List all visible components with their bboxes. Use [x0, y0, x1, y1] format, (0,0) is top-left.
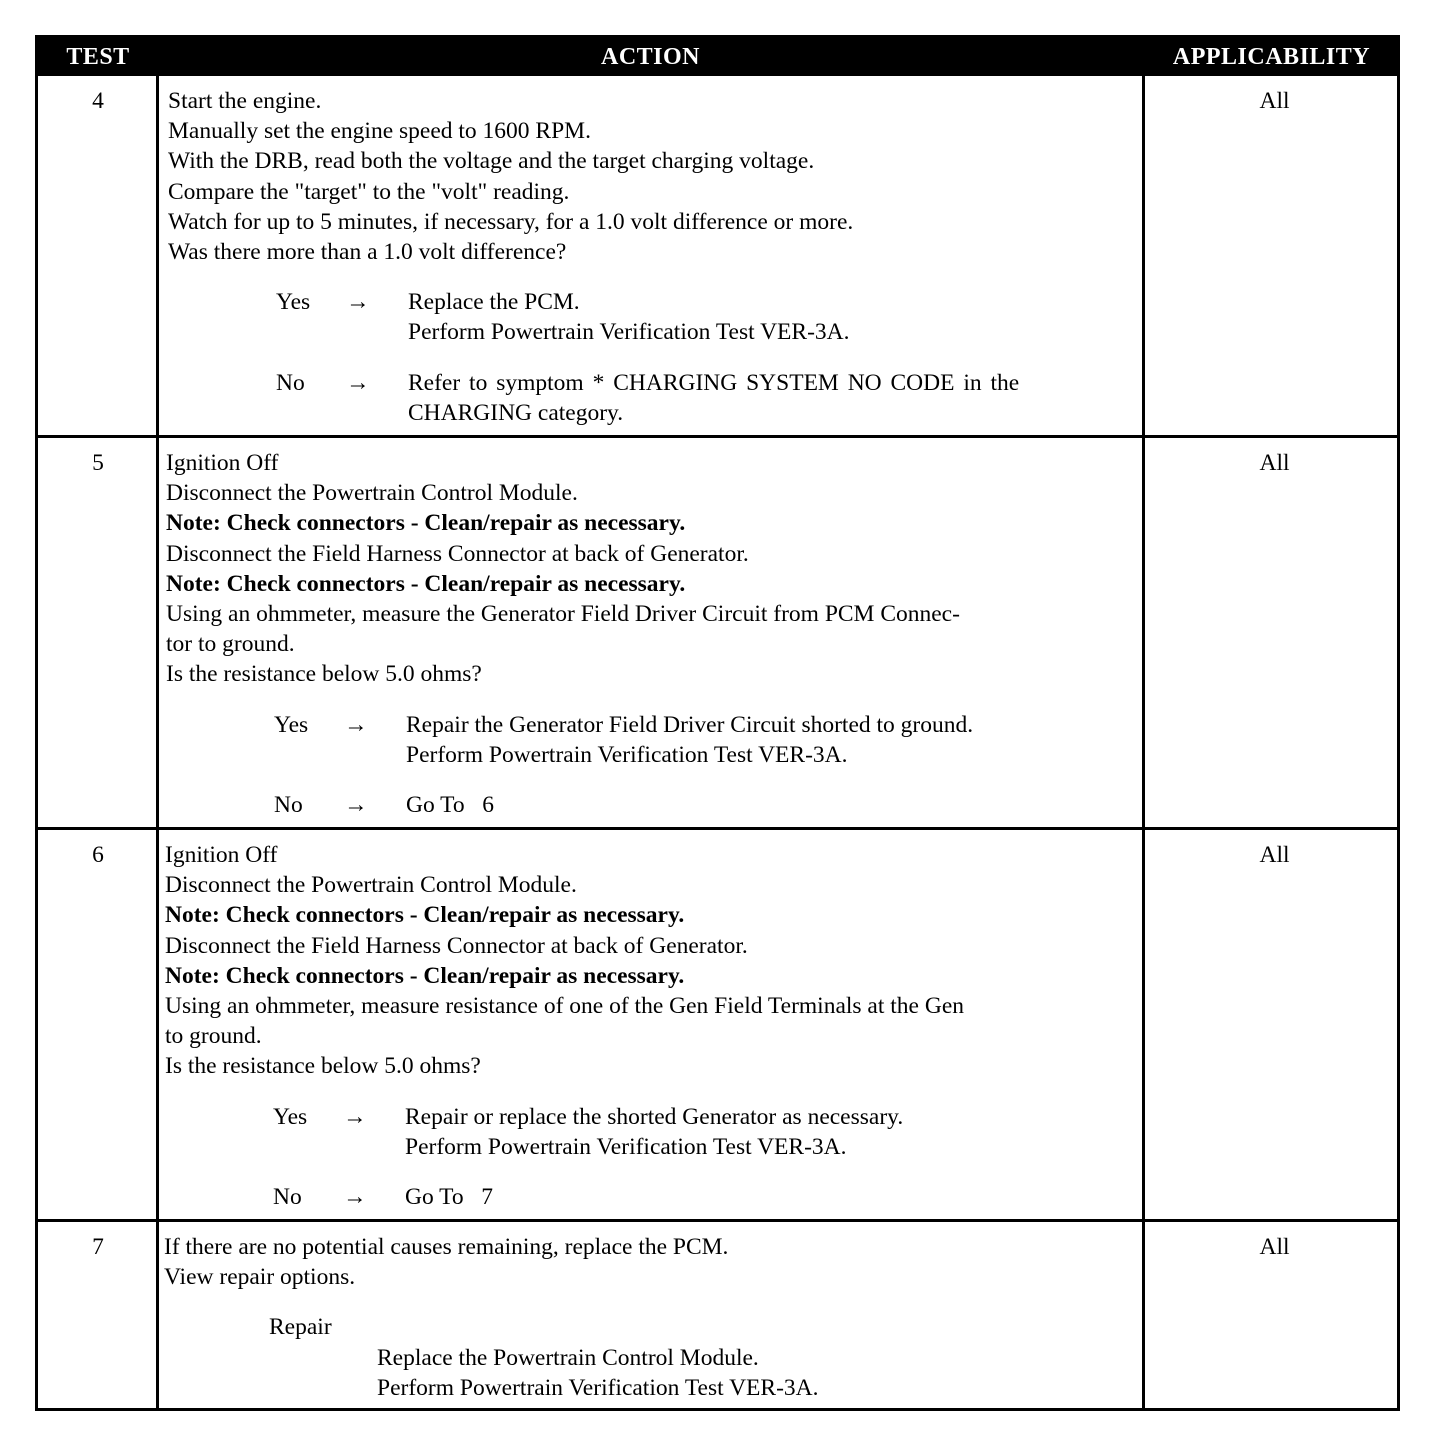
header-test: TEST [66, 44, 130, 70]
test-number: 5 [92, 450, 104, 476]
diagnostic-table [35, 35, 1400, 1411]
no-response [165, 1182, 1138, 1212]
column-divider-action [1142, 76, 1145, 1408]
yes-label: Yes [273, 1103, 308, 1130]
header-action: ACTION [600, 44, 700, 70]
response-line: Repair the Generator Field Driver Circuit shorted to ground. [406, 711, 974, 738]
action-line: Disconnect the Field Harness Connector at back of Generator. [166, 540, 749, 567]
applicability-value: All [1259, 88, 1290, 114]
response-line: Refer to symptom * CHARGING SYSTEM NO CODE in the [408, 369, 1020, 396]
note-line: Note: Check connectors - Clean/repair as necessary. [166, 570, 686, 597]
applicability-value: All [1259, 450, 1290, 476]
no-label: No [274, 792, 303, 819]
test-number: 6 [92, 842, 104, 868]
repair-line: Perform Powertrain Verification Test VER-3A. [377, 1374, 819, 1401]
action-line: Using an ohmmeter, measure the Generator Field Driver Circuit from PCM Connec- [166, 601, 960, 628]
test-number: 4 [92, 88, 104, 114]
action-line: If there are no potential causes remaining, replace the PCM. [164, 1234, 729, 1260]
note-line: Note: Check connectors - Clean/repair as necessary. [165, 902, 685, 929]
row-divider [38, 435, 1397, 438]
action-line: tor to ground. [166, 631, 295, 658]
action-cell [166, 448, 1138, 820]
yes-label: Yes [276, 289, 311, 316]
response-line: CHARGING category. [408, 399, 624, 426]
yes-response [168, 287, 1138, 347]
response-line: Perform Powertrain Verification Test VER-3A. [408, 319, 850, 346]
action-line: Disconnect the Powertrain Control Module. [165, 872, 577, 899]
action-line: Ignition Off [166, 450, 279, 476]
table-header [38, 38, 1397, 76]
response-line: Repair or replace the shorted Generator as necessary. [405, 1103, 904, 1130]
action-line: Using an ohmmeter, measure resistance of one of the Gen Field Terminals at the Gen [165, 993, 964, 1020]
note-line: Note: Check connectors - Clean/repair as necessary. [165, 962, 685, 989]
action-line: Disconnect the Powertrain Control Module. [166, 480, 578, 507]
arrow-icon: → [346, 369, 370, 396]
applicability-value: All [1259, 842, 1290, 868]
row-divider [38, 1219, 1397, 1222]
action-line: to ground. [165, 1023, 262, 1050]
no-response [168, 368, 1138, 428]
action-line: Is the resistance below 5.0 ohms? [166, 661, 482, 688]
response-line: Replace the PCM. [408, 289, 580, 316]
action-line: View repair options. [164, 1264, 356, 1291]
action-line: Manually set the engine speed to 1600 RPM. [168, 118, 591, 145]
action-line: Is the resistance below 5.0 ohms? [165, 1053, 481, 1080]
action-line: Was there more than a 1.0 volt difference? [168, 239, 567, 266]
no-label: No [276, 369, 305, 396]
arrow-icon: → [346, 289, 370, 316]
applicability-value: All [1259, 1234, 1290, 1260]
repair-line: Replace the Powertrain Control Module. [377, 1344, 759, 1371]
response-line: Perform Powertrain Verification Test VER-3A. [405, 1133, 847, 1160]
column-divider-test [156, 76, 159, 1408]
action-line: Start the engine. [168, 88, 322, 114]
action-cell [165, 840, 1138, 1212]
yes-response [165, 1102, 1138, 1162]
go-to-link[interactable]: Go To 7 [405, 1184, 494, 1211]
repair-label: Repair [269, 1314, 332, 1341]
arrow-icon: → [343, 1184, 367, 1211]
test-number: 7 [92, 1234, 104, 1260]
action-line: Disconnect the Field Harness Connector at back of Generator. [165, 932, 748, 959]
yes-label: Yes [274, 711, 309, 738]
arrow-icon: → [344, 711, 368, 738]
action-line: With the DRB, read both the voltage and the target charging voltage. [168, 148, 815, 175]
no-label: No [273, 1184, 302, 1211]
action-line: Ignition Off [165, 842, 278, 868]
action-cell [168, 86, 1138, 428]
action-line: Compare the "target" to the "volt" reading. [168, 178, 570, 205]
yes-response [166, 710, 1138, 770]
action-line: Watch for up to 5 minutes, if necessary, for a 1.0 volt difference or more. [168, 208, 854, 235]
arrow-icon: → [343, 1103, 367, 1130]
action-cell [164, 1232, 1138, 1403]
go-to-link[interactable]: Go To 6 [406, 792, 495, 819]
header-applicability: APPLICABILITY [1172, 44, 1371, 70]
row-divider [38, 827, 1397, 830]
arrow-icon: → [344, 792, 368, 819]
no-response [166, 790, 1138, 820]
response-line: Perform Powertrain Verification Test VER-3A. [406, 741, 848, 768]
note-line: Note: Check connectors - Clean/repair as necessary. [166, 510, 686, 537]
